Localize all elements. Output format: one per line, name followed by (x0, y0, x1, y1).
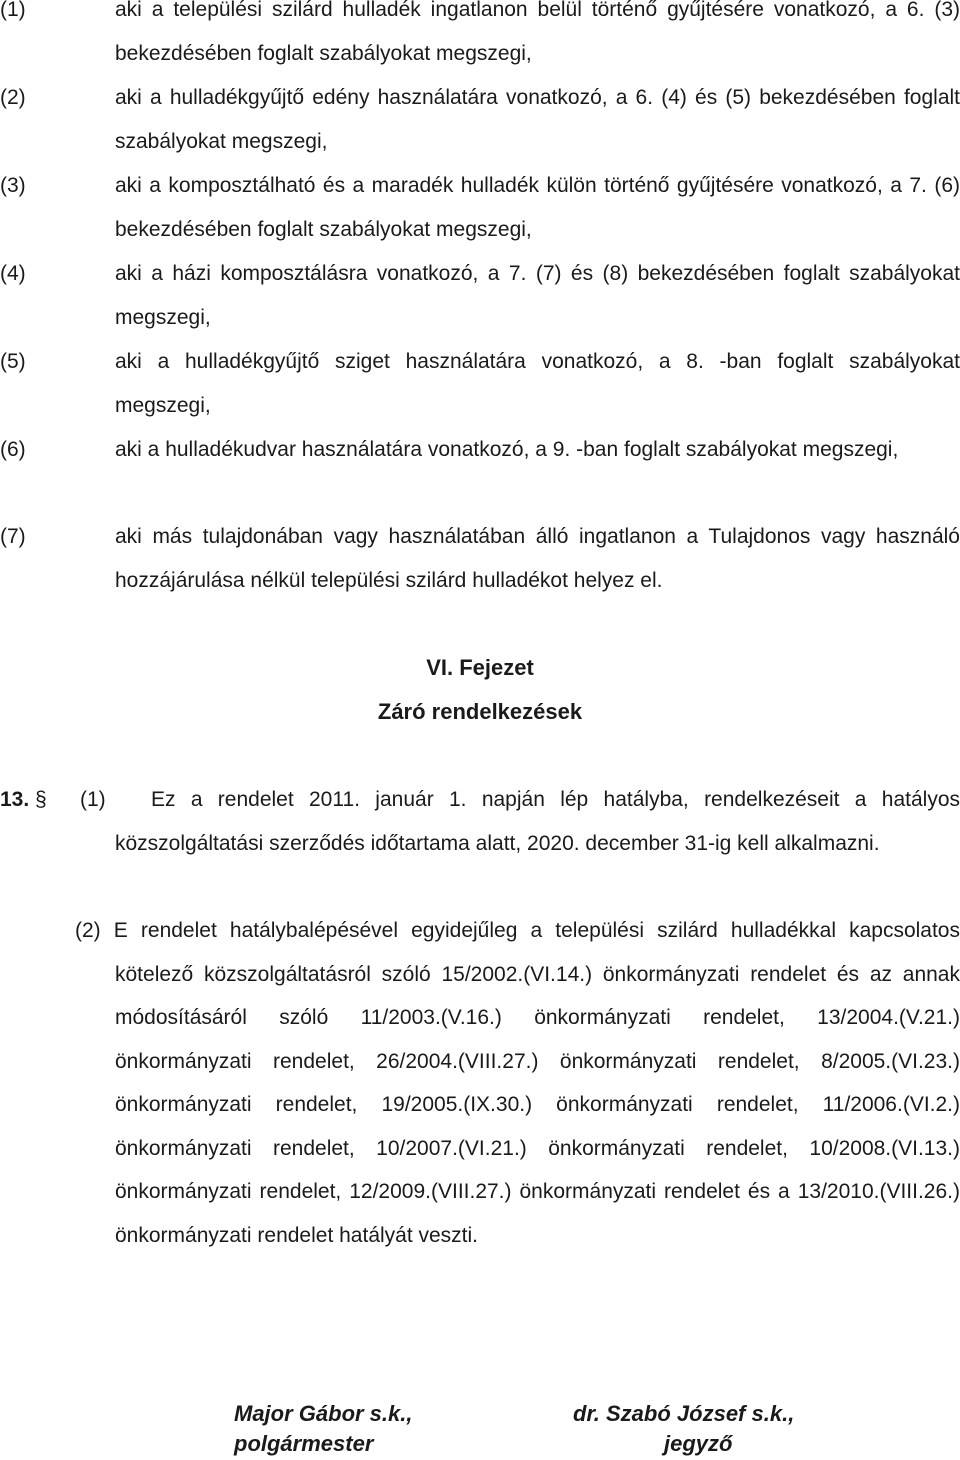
item-text: aki a hulladékgyűjtő sziget használatára vonatkozó, a 8. -ban foglalt szabályokat megszegi, (115, 350, 960, 417)
item-text: aki a komposztálható és a maradék hulladék külön történő gyűjtésére vonatkozó, a 7. (6) bekezdésében foglalt szabályokat megszegi, (115, 174, 960, 241)
item-number: (7) (0, 525, 26, 548)
item-text: aki a hulladékudvar használatára vonatkozó, a 9. -ban foglalt szabályokat megszegi, (115, 438, 899, 461)
chapter-title: Záró rendelkezések (377, 699, 583, 724)
section-number: 13. (0, 788, 36, 811)
item-text: aki más tulajdonában vagy használatában álló ingatlanon a Tulajdonos vagy használó hozzájárulása nélkül települési szilárd hulladékot helyez el. (115, 525, 960, 592)
mayor-name: Major Gábor s.k., (234, 1401, 413, 1426)
chapter-number: VI. Fejezet (426, 655, 534, 680)
paragraph-1-text: Ez a rendelet 2011. január 1. napján lép hatályba, rendelkezéseit a hatályos közszolgáltatási szerződés időtartama alatt, 2020. december 31-ig kell alkalmazni. (115, 788, 960, 855)
paragraph-number: (1) (80, 788, 106, 811)
item-number: (5) (0, 350, 26, 373)
mayor-title: polgármester (234, 1431, 374, 1456)
item-number: (1) (0, 0, 26, 21)
item-text: aki a házi komposztálásra vonatkozó, a 7. (7) és (8) bekezdésében foglalt szabályokat megszegi, (115, 262, 960, 329)
notary-title: jegyző (664, 1431, 733, 1456)
item-number: (2) (0, 86, 26, 109)
item-number: (3) (0, 174, 26, 197)
item-text: aki a települési szilárd hulladék ingatlanon belül történő gyűjtésére vonatkozó, a 6. (3) bekezdésében foglalt szabályokat megszegi, (115, 0, 960, 65)
paragraph-2-text: (2) E rendelet hatálybalépésével egyidejűleg a települési szilárd hulladékkal kapcsolatos kötelező közszolgáltatásról szóló 15/2002.(VI.14.) önkormányzati rendelet és az annak módosításáról szóló 11/2003.(V.16.) önkormányzati rendelet, 13/2004.(V.21.) önkormányzati rendelet, 26/2004.(VIII.27.) önkormányzati rendelet, 8/2005.(VI.23.) önkormányzati rendelet, 19/2005.(IX.30.) önkormányzati rendelet, 11/2006.(VI.2.) önkormányzati rendelet, 10/2007.(VI.21.) önkormányzati rendelet, 10/2008.(VI.13.) önkormányzati rendelet, 12/2009.(VIII.27.) önkormányzati rendelet és a 13/2010.(VIII.26.) önkormányzati rendelet hatályát veszti. (75, 919, 960, 1247)
item-number: (4) (0, 262, 26, 285)
notary-name: dr. Szabó József s.k., (573, 1401, 795, 1426)
item-number: (6) (0, 438, 26, 461)
item-text: aki a hulladékgyűjtő edény használatára vonatkozó, a 6. (4) és (5) bekezdésében foglalt szabályokat megszegi, (115, 86, 960, 153)
section-mark: 13. § (0, 788, 47, 811)
